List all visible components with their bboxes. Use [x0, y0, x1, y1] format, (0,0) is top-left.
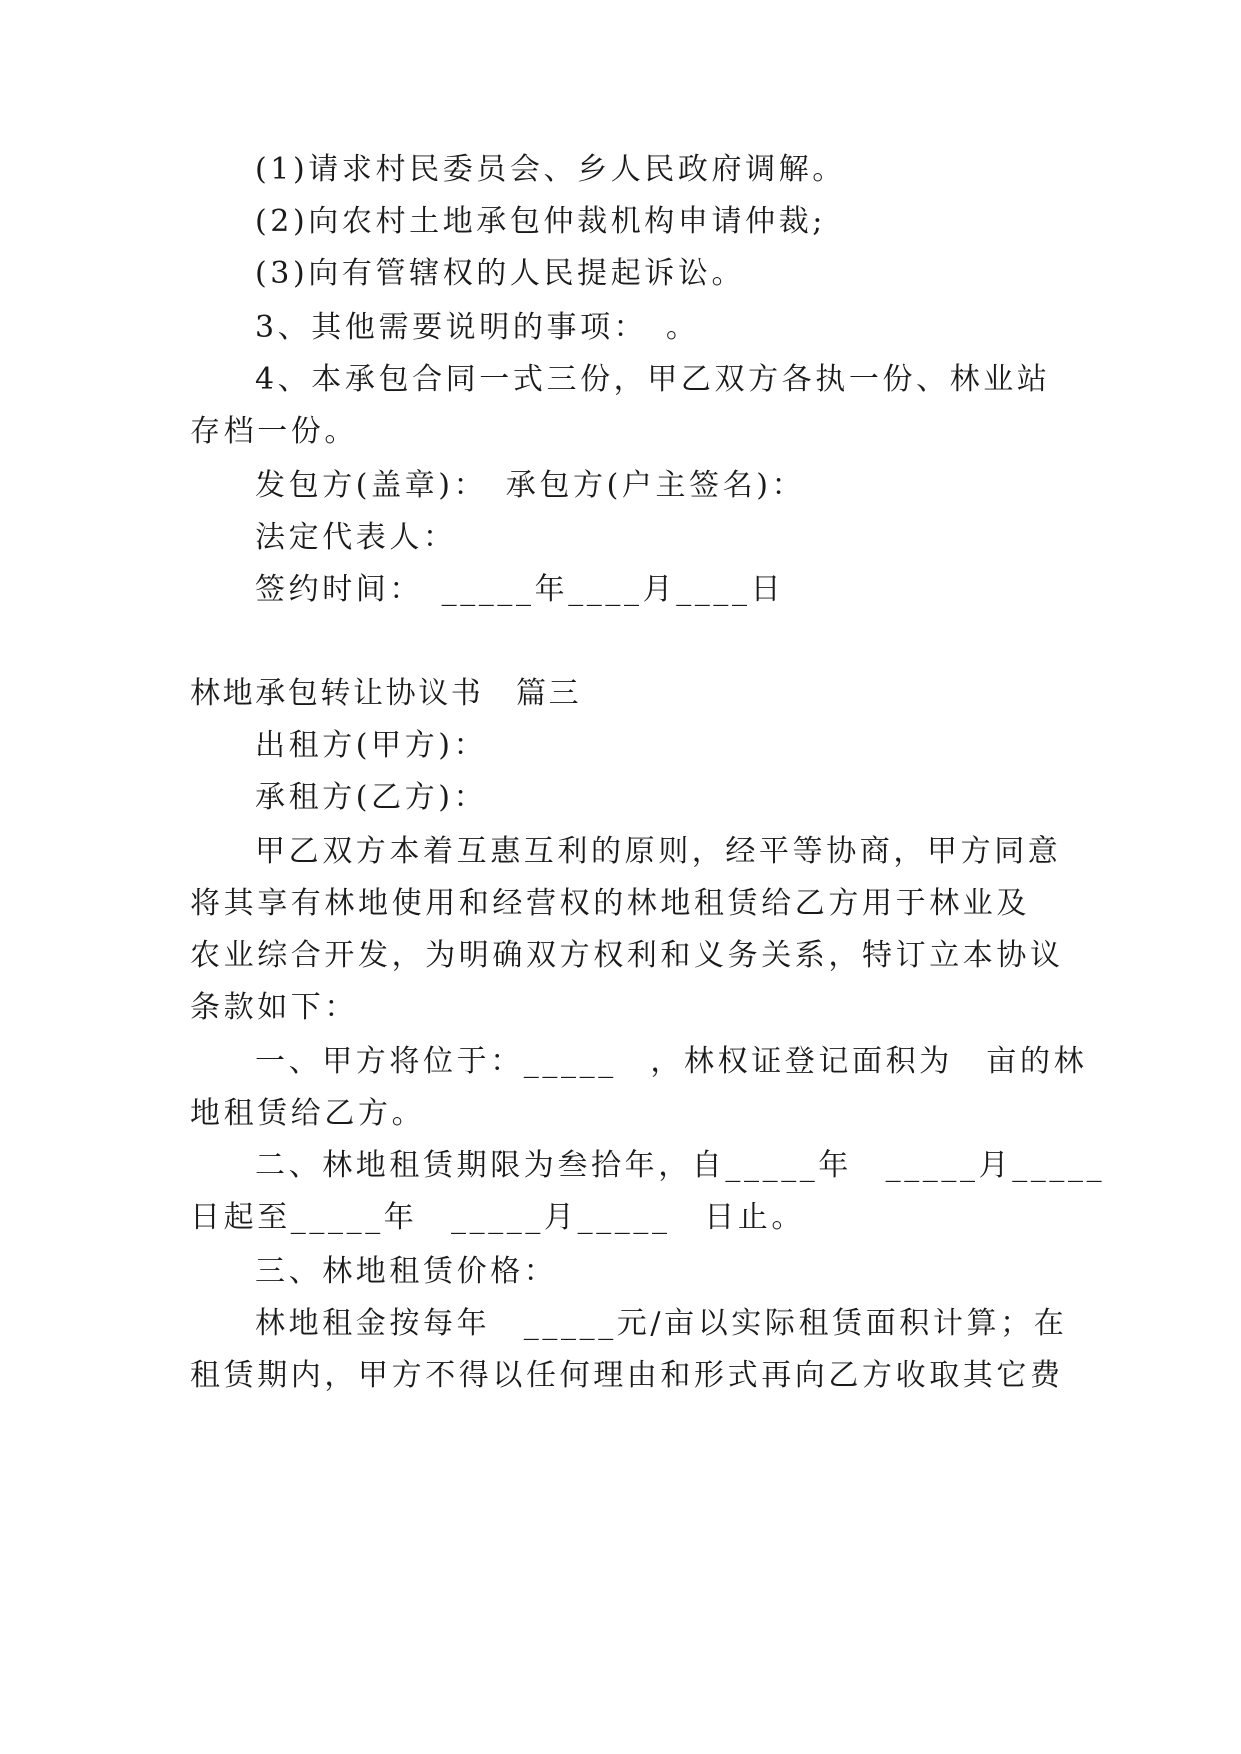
rent-clause-line-1: 林地租金按每年 _____元/亩以实际租赁面积计算；在	[255, 1306, 1068, 1341]
clause-copies-continued: 存档一份。	[190, 414, 358, 449]
preamble-line-3: 农业综合开发，为明确双方权利和义务关系，特订立本协议	[190, 938, 1064, 973]
clause-mediation: (1)请求村民委员会、乡人民政府调解。	[255, 152, 846, 187]
lessee-party: 承租方(乙方)：	[255, 780, 488, 815]
preamble-line-1: 甲乙双方本着互惠互利的原则，经平等协商，甲方同意	[255, 834, 1062, 869]
article-two-line-2: 日起至_____年 _____月_____ 日止。	[190, 1200, 805, 1235]
rent-clause-line-2: 租赁期内，甲方不得以任何理由和形式再向乙方收取其它费	[190, 1358, 1064, 1393]
section-title: 林地承包转让协议书 篇三	[190, 676, 582, 711]
legal-representative: 法定代表人：	[255, 520, 457, 555]
article-one-line-2: 地租赁给乙方。	[190, 1096, 426, 1131]
clause-copies: 4、本承包合同一式三份，甲乙双方各执一份、林业站	[255, 362, 1051, 397]
article-one-line-1: 一、甲方将位于：_____ ，林权证登记面积为 亩的林	[255, 1044, 1088, 1079]
clause-litigation: (3)向有管辖权的人民提起诉讼。	[255, 256, 746, 291]
preamble-line-4: 条款如下：	[190, 990, 358, 1025]
signing-date: 签约时间： _____年____月____日	[255, 572, 785, 607]
article-three-title: 三、林地租赁价格：	[255, 1254, 558, 1289]
lessor-party: 出租方(甲方)：	[255, 728, 488, 763]
signature-parties: 发包方(盖章)： 承包方(户主签名)：	[255, 468, 806, 503]
clause-arbitration: (2)向农村土地承包仲裁机构申请仲裁;	[255, 204, 827, 239]
clause-other-matters: 3、其他需要说明的事项： 。	[255, 310, 700, 345]
article-two-line-1: 二、林地租赁期限为叁拾年，自_____年 _____月_____	[255, 1148, 1106, 1183]
preamble-line-2: 将其享有林地使用和经营权的林地租赁给乙方用于林业及	[190, 886, 1030, 921]
